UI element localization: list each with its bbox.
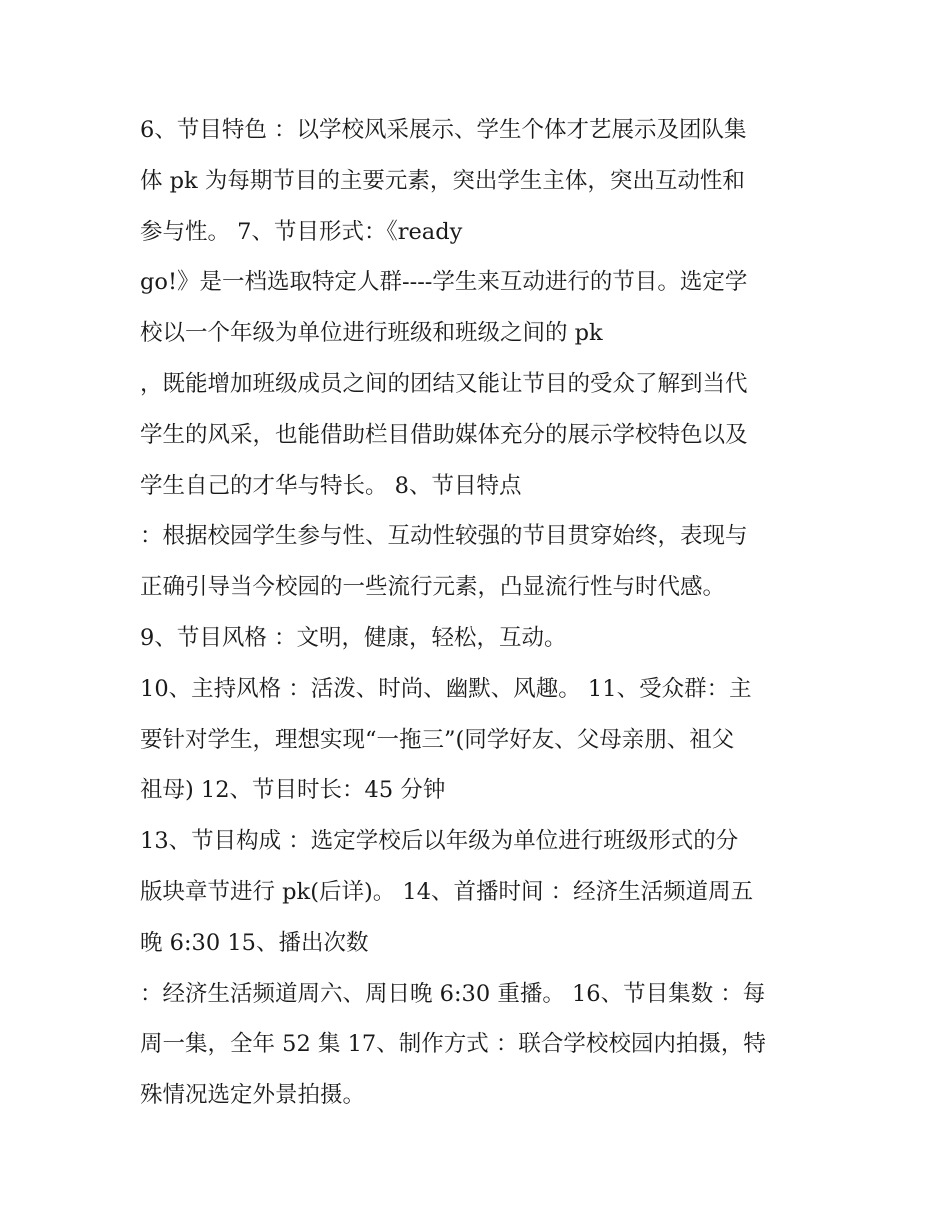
text-line: 参与性。 7、节目形式：《ready: [140, 218, 463, 245]
text-line: ：经济生活频道周六、周日晚 6:30 重播。 16、节目集数 ：每: [140, 980, 766, 1007]
text-line: 殊情况选定外景拍摄。: [140, 1082, 366, 1109]
text-line: 10、主持风格 ：活泼、时尚、幽默、风趣。 11、受众群：主: [140, 675, 752, 702]
text-line: ，既能增加班级成员之间的团结又能让节目的受众了解到当代: [140, 370, 748, 397]
text-line: 学生自己的才华与特长。 8、节目特点: [140, 472, 522, 499]
text-line: 祖母) 12、节目时长：45 分钟: [140, 777, 446, 804]
document-body: [140, 105, 820, 1121]
text-line: 体 pk 为每期节目的主要元素，突出学生主体，突出互动性和: [140, 167, 745, 194]
text-line: 13、节目构成 ：选定学校后以年级为单位进行班级形式的分: [140, 828, 739, 855]
text-line: 晚 6:30 15、播出次数: [140, 929, 369, 956]
text-line: 版块章节进行 pk(后详)。 14、首播时间 ：经济生活频道周五: [140, 878, 754, 905]
text-line: 周一集，全年 52 集 17、制作方式 ：联合学校校园内拍摄，特: [140, 1031, 766, 1058]
text-line: 学生的风采，也能借助栏目借助媒体充分的展示学校特色以及: [140, 421, 748, 448]
text-line: ：根据校园学生参与性、互动性较强的节目贯穿始终，表现与: [140, 523, 748, 550]
text-line: 要针对学生，理想实现“一拖三”(同学好友、父母亲朋、祖父: [140, 726, 735, 753]
text-line: 正确引导当今校园的一些流行元素，凸显流行性与时代感。: [140, 574, 726, 601]
text-line: 6、节目特色 ：以学校风采展示、学生个体才艺展示及团队集: [140, 117, 747, 143]
text-line: go!》是一档选取特定人群----学生来互动进行的节目。选定学: [140, 269, 748, 296]
text-line: 9、节目风格 ：文明，健康，轻松，互动。: [140, 624, 567, 651]
text-line: 校以一个年级为单位进行班级和班级之间的 pk: [140, 320, 603, 347]
